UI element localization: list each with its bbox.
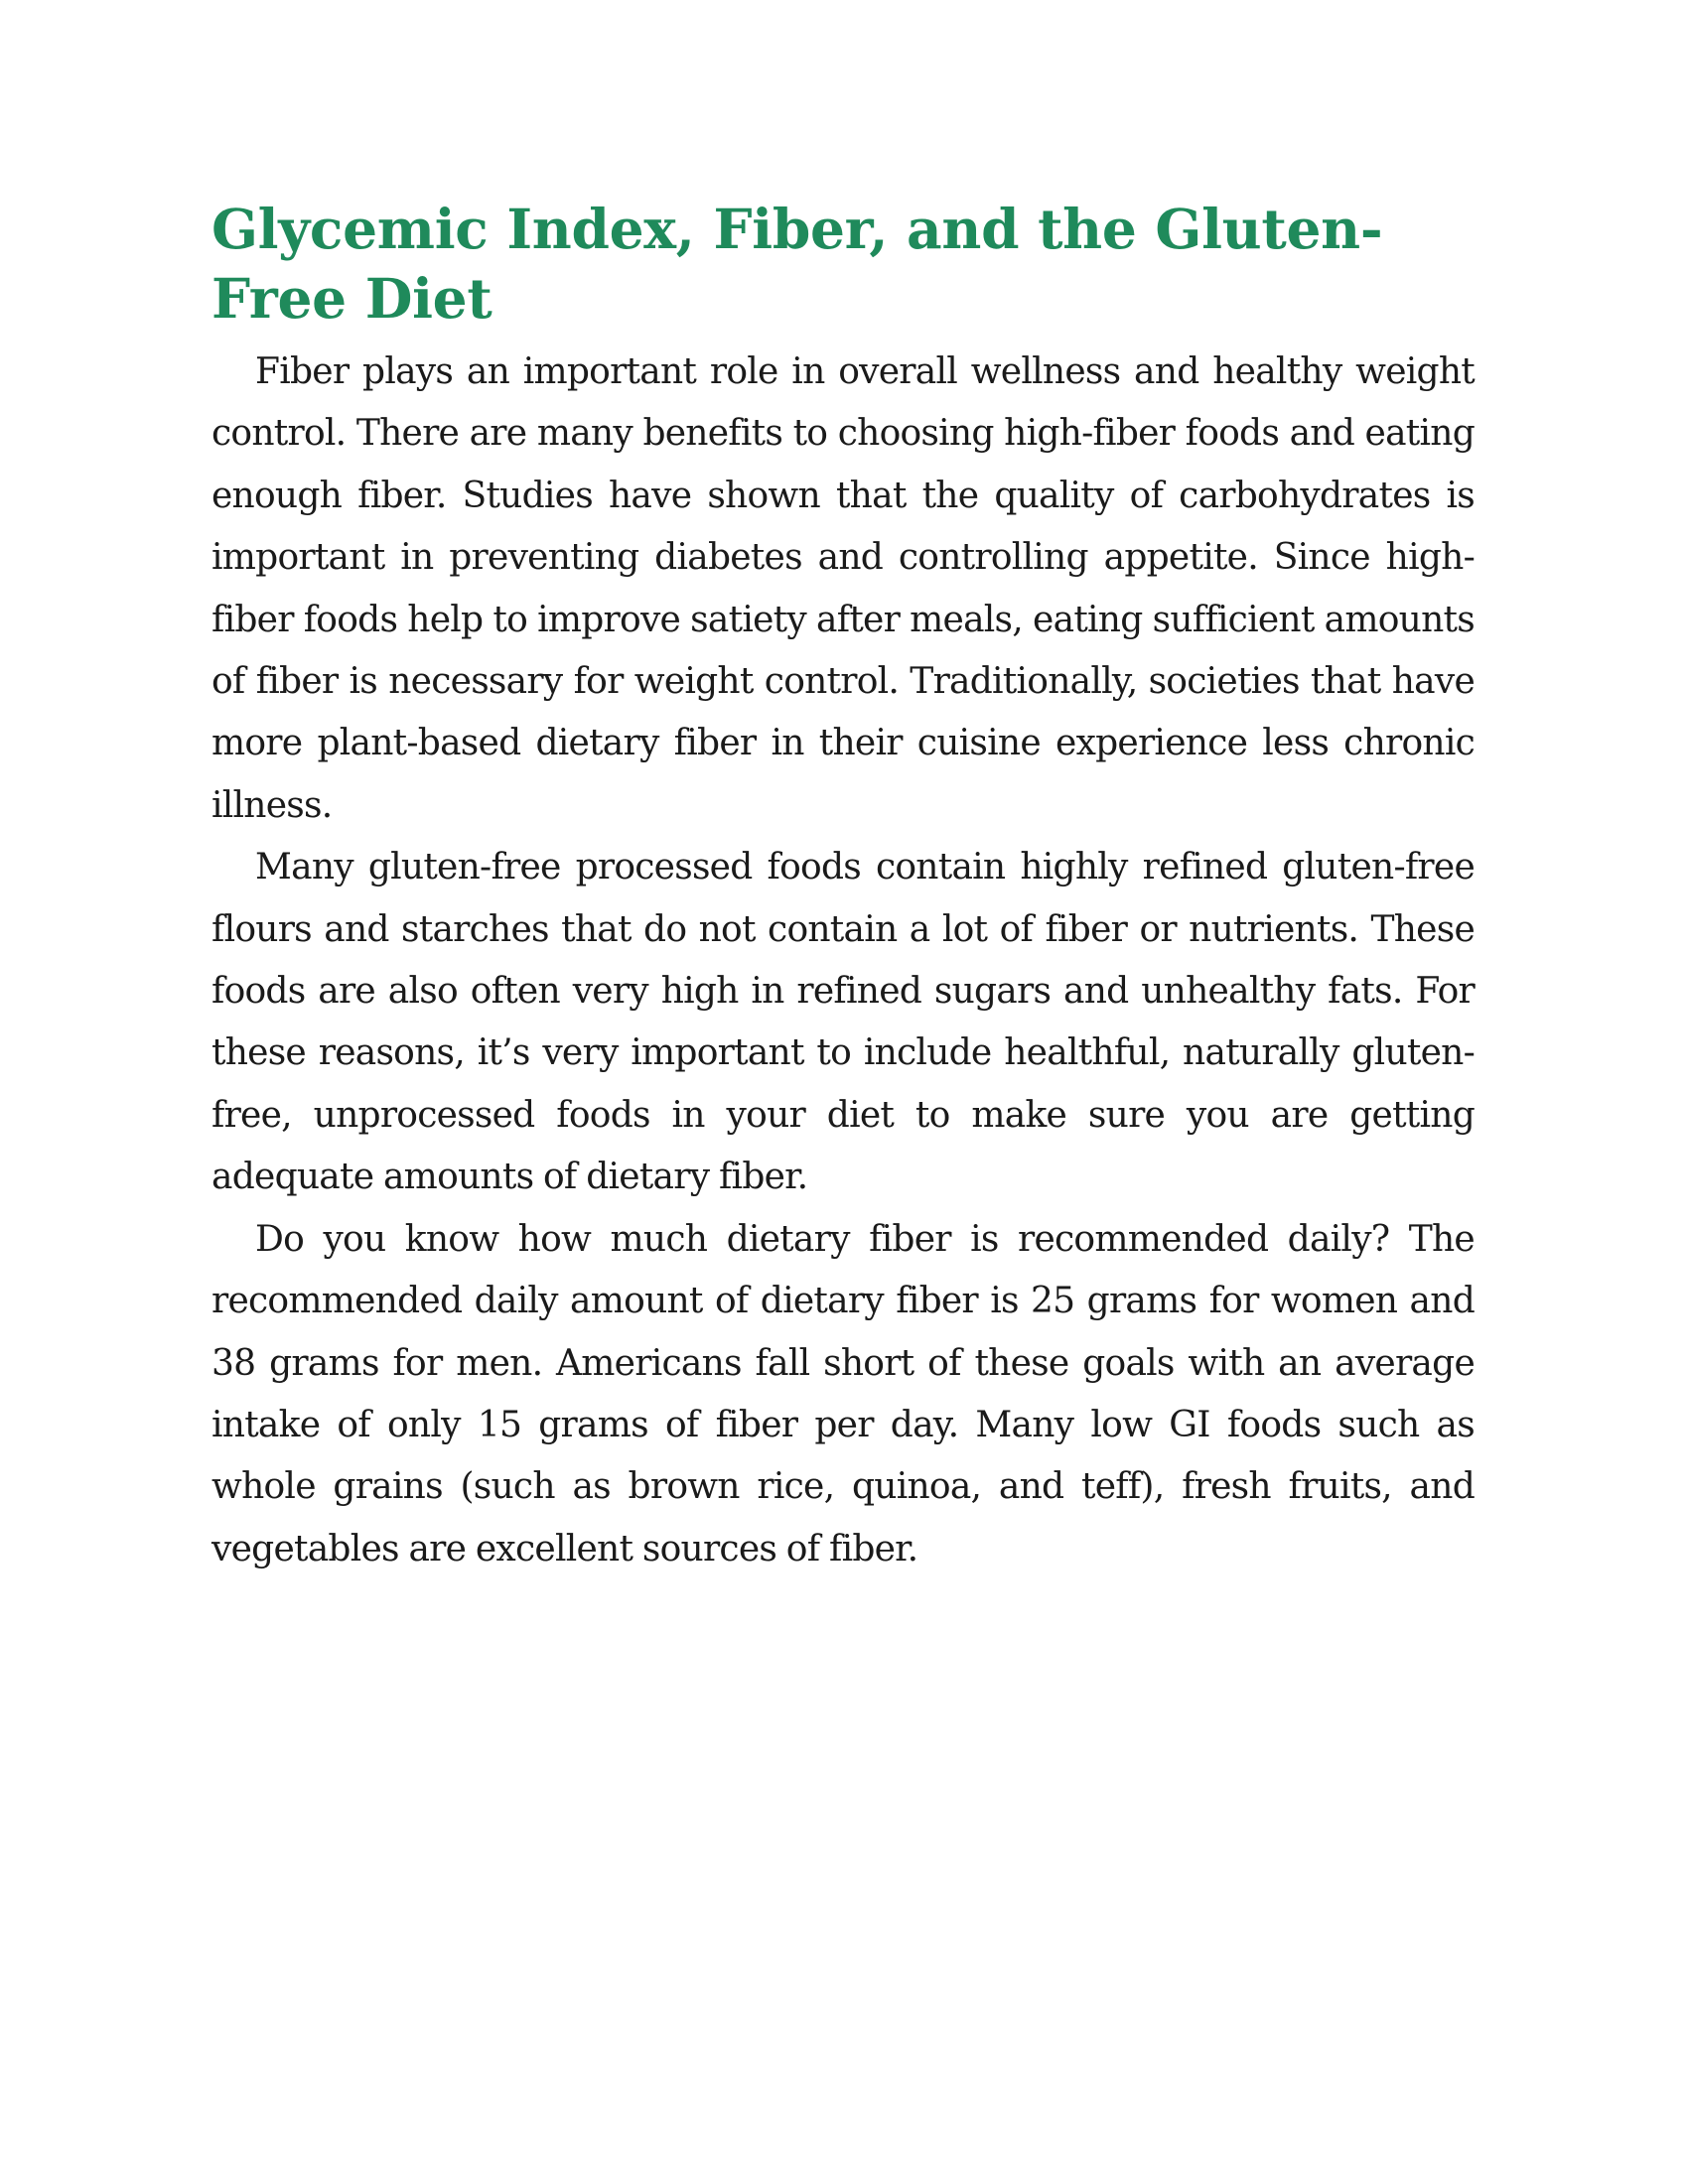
body-paragraph-1: Fiber plays an important role in overall wellness and healthy weight control. There are many benefits to choosing high-fiber foods and eating enough fiber. Studies have shown that the quality of carbohydrates is important in preventing diabetes and controlling appetite. Since high-fiber foods help to improve satiety after meals, eating sufficient amounts of fiber is necessary for weight control. Traditionally, societies that have more plant-based dietary fiber in their cuisine experience less chronic illness. (211, 351, 1475, 826)
page-title: Glycemic Index, Fiber, and the Gluten-Free Diet (211, 197, 1383, 331)
body-paragraph-3: Do you know how much dietary fiber is recommended daily? The recommended daily amount of dietary fiber is 25 grams for women and 38 grams for men. Americans fall short of these goals with an average intake of only 15 grams of fiber per day. Many low GI foods such as whole grains (such as brown rice, quinoa, and teff), fresh fruits, and vegetables are excellent sources of fiber. (211, 1218, 1475, 1570)
page-content (211, 195, 1475, 1580)
body-paragraph-2: Many gluten-free processed foods contain highly refined gluten-free flours and starches that do not contain a lot of fiber or nutrients. These foods are also often very high in refined sugars and unhealthy fats. For these reasons, it’s very important to include healthful, naturally gluten-free, unprocessed foods in your diet to make sure you are getting adequate amounts of dietary fiber. (211, 847, 1475, 1198)
